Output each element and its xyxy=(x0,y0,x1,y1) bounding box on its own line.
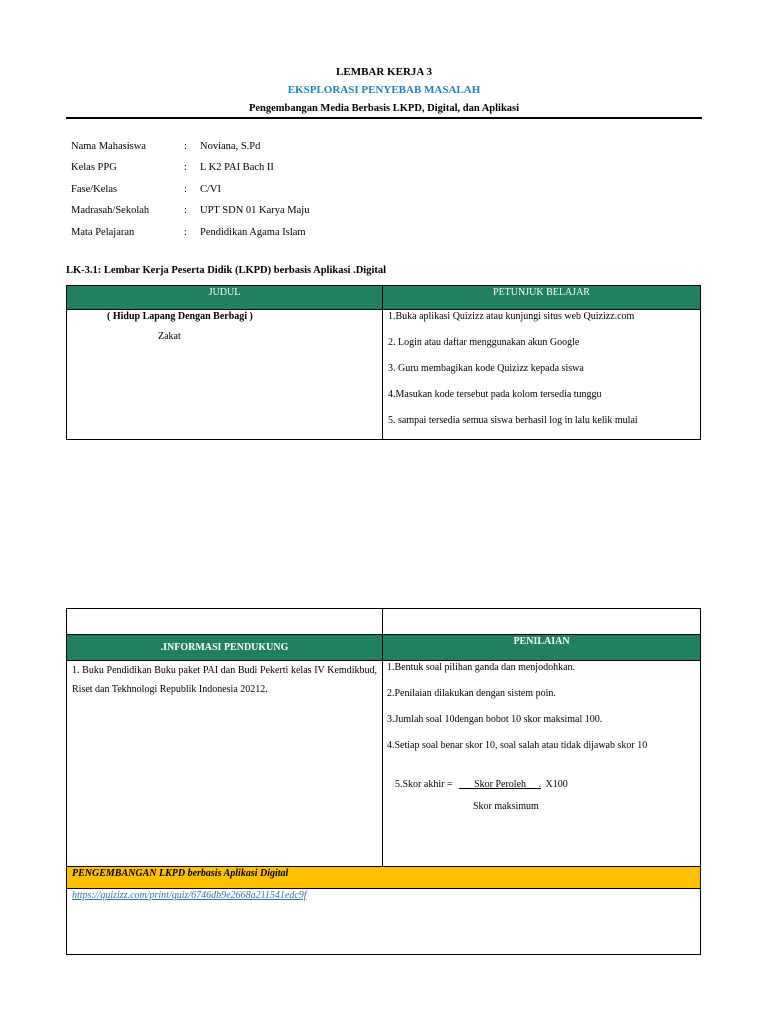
column-header-penilaian: PENILAIAN xyxy=(383,635,701,661)
identity-separator: : xyxy=(184,141,187,152)
formula-prefix: 5.Skor akhir = xyxy=(395,779,453,790)
identity-label: Kelas PPG xyxy=(71,162,117,173)
judul-title: ( Hidup Lapang Dengan Berbagi ) xyxy=(107,311,253,322)
column-header-judul: JUDUL xyxy=(67,286,383,310)
worksheet-subtitle: EKSPLORASI PENYEBAB MASALAH xyxy=(287,84,481,96)
empty-cell xyxy=(383,609,701,635)
dev-heading: PENGEMBANGAN LKPD berbasis Aplikasi Digital xyxy=(67,867,701,889)
identity-label: Nama Mahasiswa xyxy=(71,141,146,152)
instruction-step: 2. Login atau daftar menggunakan akun Google xyxy=(388,337,580,348)
info-text: 1. Buku Pendidikan Buku paket PAI dan Budi Pekerti kelas IV Kemdikbud, Riset dan Tekhnologi Republik Indonesia 20212. xyxy=(72,665,377,695)
info-cell xyxy=(67,661,383,867)
empty-cell xyxy=(67,609,383,635)
identity-label: Mata Pelajaran xyxy=(71,227,135,238)
identity-value: C/VI xyxy=(200,184,221,195)
petunjuk-cell xyxy=(383,310,701,440)
assessment-item: 2.Penilaian dilakukan dengan sistem poin. xyxy=(387,688,556,699)
lkpd-table xyxy=(66,285,701,440)
identity-value: Pendidikan Agama Islam xyxy=(200,227,306,238)
identity-separator: : xyxy=(184,205,187,216)
header-divider xyxy=(66,117,702,119)
formula-numerator-wrap: Skor Peroleh . xyxy=(474,779,542,790)
formula-numerator: Skor Peroleh xyxy=(474,779,527,790)
judul-topic: Zakat xyxy=(158,331,181,342)
instruction-step: 1.Buka aplikasi Quizizz atau kunjungi situs web Quizizz.com xyxy=(388,311,635,322)
formula-denominator: Skor maksimum xyxy=(473,801,539,812)
column-header-info: .INFORMASI PENDUKUNG xyxy=(67,635,383,661)
identity-value: UPT SDN 01 Karya Maju xyxy=(200,205,310,216)
worksheet-subtitle-2: Pengembangan Media Berbasis LKPD, Digital, dan Aplikasi xyxy=(248,103,520,114)
column-header-petunjuk: PETUNJUK BELAJAR xyxy=(383,286,701,310)
judul-cell xyxy=(67,310,383,440)
instruction-step: 3. Guru membagikan kode Quizizz kepada siswa xyxy=(388,363,584,374)
instruction-step: 4.Masukan kode tersebut pada kolom tersedia tunggu xyxy=(388,389,602,400)
lk-heading: LK-3.1: Lembar Kerja Peserta Didik (LKPD) berbasis Aplikasi .Digital xyxy=(66,265,387,276)
identity-value: L K2 PAI Bach II xyxy=(200,162,274,173)
penilaian-cell xyxy=(383,661,701,867)
identity-separator: : xyxy=(184,184,187,195)
support-table xyxy=(66,608,701,955)
quizizz-link[interactable]: https://quizizz.com/print/quiz/6746db9e2668a211541edc9f xyxy=(72,890,307,901)
instruction-step: 5. sampai tersedia semua siswa berhasil log in lalu kelik mulai xyxy=(388,415,638,426)
assessment-item: 3.Jumlah soal 10dengan bobot 10 skor maksimal 100. xyxy=(387,714,603,725)
formula-suffix: X100 xyxy=(545,779,568,790)
assessment-item: 4.Setiap soal benar skor 10, soal salah atau tidak dijawab skor 10 xyxy=(387,740,648,751)
identity-label: Fase/Kelas xyxy=(71,184,118,195)
identity-value: Noviana, S.Pd xyxy=(200,141,261,152)
dev-link-cell xyxy=(67,889,701,955)
worksheet-title: LEMBAR KERJA 3 xyxy=(336,66,432,78)
identity-separator: : xyxy=(184,162,187,173)
score-formula xyxy=(387,778,695,792)
identity-separator: : xyxy=(184,227,187,238)
assessment-item: 1.Bentuk soal pilihan ganda dan menjodohkan. xyxy=(387,662,576,673)
identity-label: Madrasah/Sekolah xyxy=(71,205,150,216)
